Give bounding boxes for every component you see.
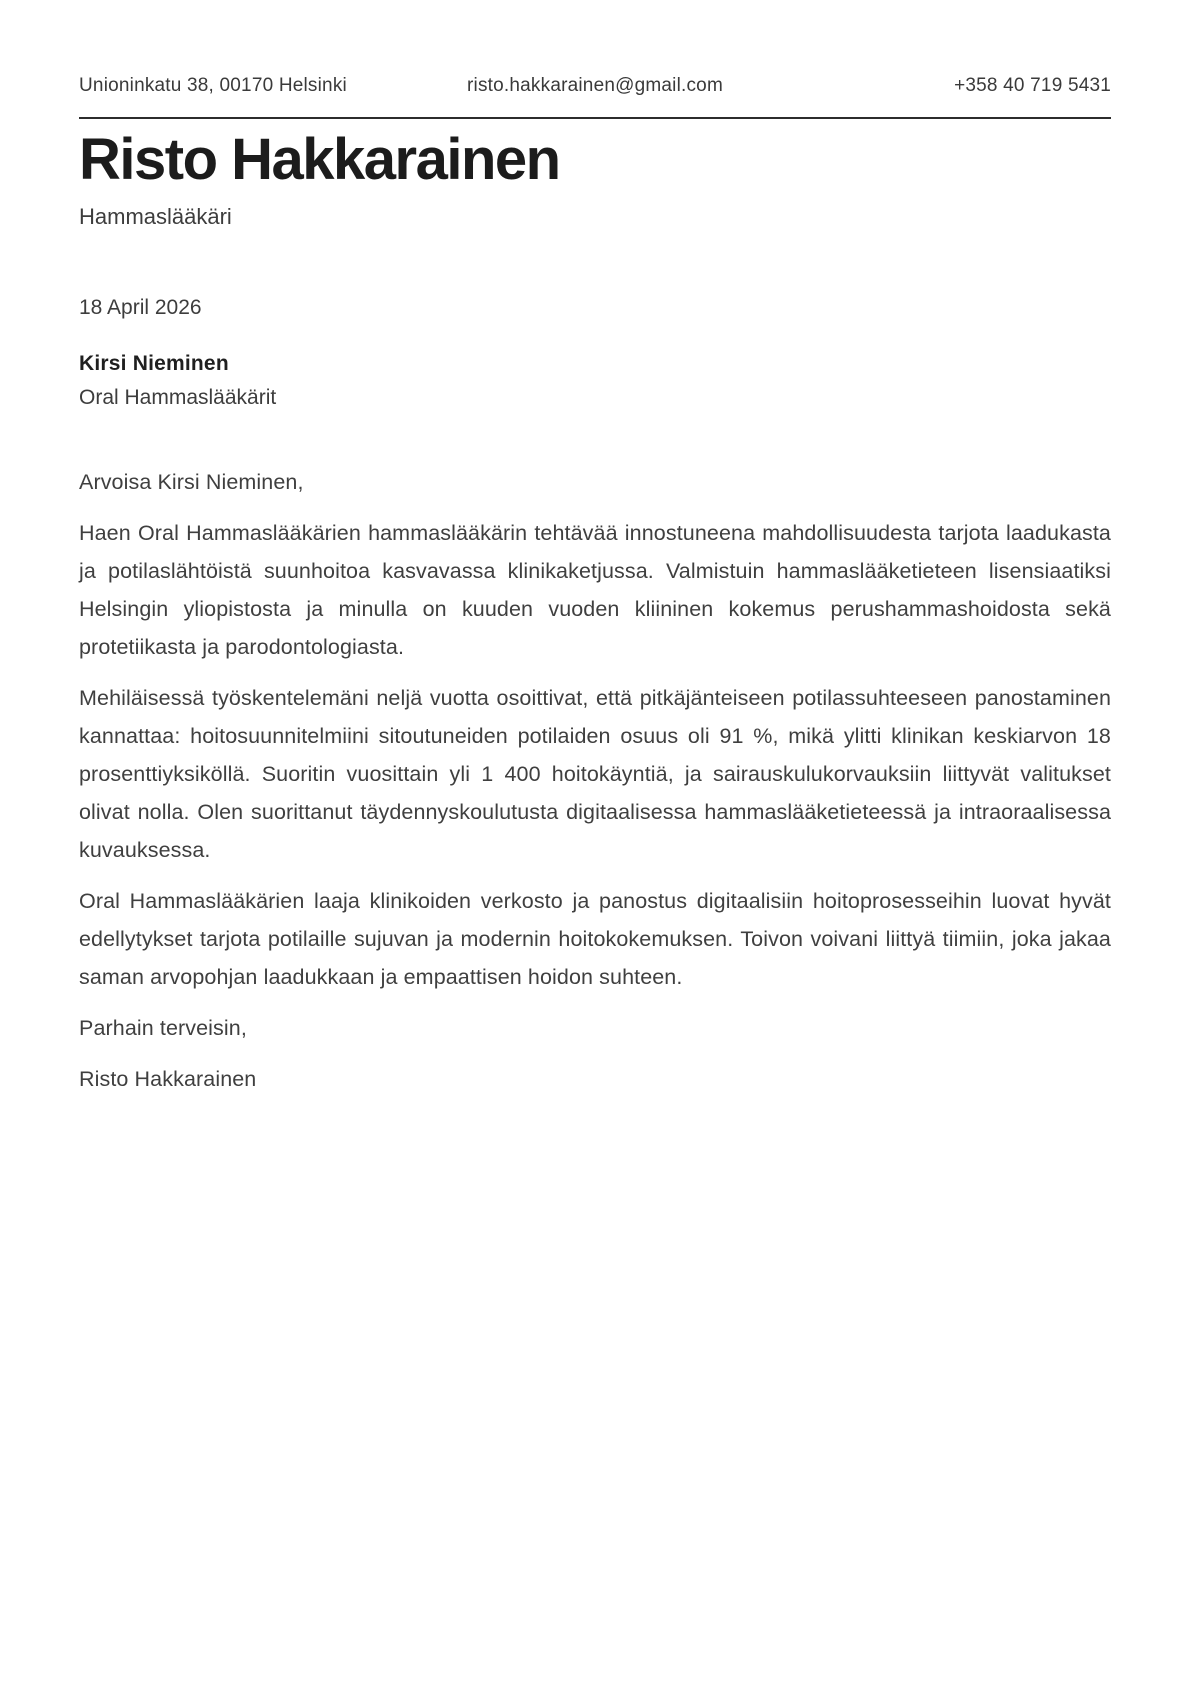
- recipient-name: Kirsi Nieminen: [79, 352, 229, 375]
- job-title: Hammaslääkäri: [79, 204, 232, 229]
- letter-date: 18 April 2026: [79, 296, 202, 319]
- salutation: Arvoisa Kirsi Nieminen,: [79, 470, 304, 494]
- letter-paragraph: Haen Oral Hammaslääkärien hammaslääkärin tehtävää innostuneena mahdollisuudesta tarjota laadukasta ja potilaslähtöistä suunhoitoa kasvavassa klinikaketjussa. Valmistuin hammaslääketieteen lisensiaatiksi Helsingin yliopistosta ja minulla on kuuden vuoden kliininen kokemus perushammashoidosta sekä protetiikasta ja parodontologiasta.: [79, 521, 1111, 659]
- recipient-block: [79, 350, 1111, 411]
- contact-header: [79, 0, 1111, 98]
- contact-phone: +358 40 719 5431: [954, 75, 1112, 96]
- header-divider: [79, 117, 1111, 119]
- signature: Risto Hakkarainen: [79, 1067, 257, 1091]
- page-title: Risto Hakkarainen: [79, 127, 560, 192]
- letter-paragraph: Mehiläisessä työskentelemäni neljä vuotta osoittivat, että pitkäjänteiseen potilassuhteeseen panostaminen kannattaa: hoitosuunnitelmiini sitoutuneiden potilaiden osuus oli 91 %, mikä ylitti klinikan keskiarvon 18 prosenttiyksiköllä. Suoritin vuosittain yli 1 400 hoitokäyntiä, ja sairauskulukorvauksiin liittyvät valitukset olivat nolla. Olen suorittanut täydennyskoulutusta digitaalisessa hammaslääketieteessä ja intraoraalisessa kuvauksessa.: [79, 686, 1111, 862]
- contact-email: risto.hakkarainen@gmail.com: [467, 75, 723, 96]
- recipient-company: Oral Hammaslääkärit: [79, 386, 277, 409]
- closing: Parhain terveisin,: [79, 1016, 247, 1040]
- contact-address: Unioninkatu 38, 00170 Helsinki: [79, 75, 347, 96]
- letter-body: [79, 463, 1111, 1098]
- letter-paragraph: Oral Hammaslääkärien laaja klinikoiden verkosto ja panostus digitaalisiin hoitoprosesseihin luovat hyvät edellytykset tarjota potilaille sujuvan ja modernin hoitokokemuksen. Toivon voivani liittyä tiimiin, joka jakaa saman arvopohjan laadukkaan ja empaattisen hoidon suhteen.: [79, 889, 1111, 989]
